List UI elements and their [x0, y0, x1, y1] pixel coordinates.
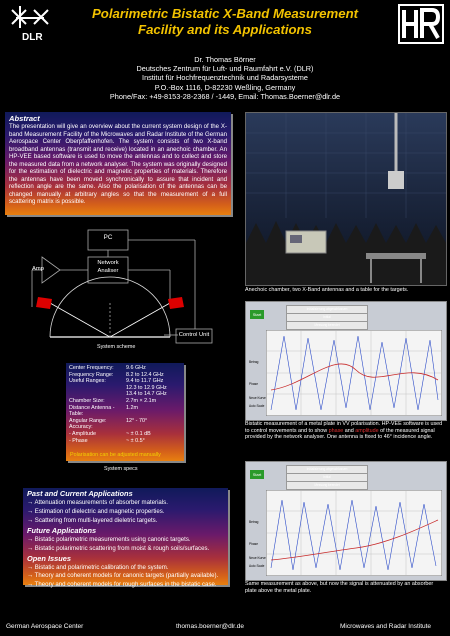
- spec-label: Chamber Size:: [69, 397, 105, 404]
- footer-left: German Aerospace Center: [6, 623, 84, 630]
- future-item-2: → Bistatic polarimetric scattering from moist & rough soils/surfaces.: [27, 544, 210, 552]
- start-button[interactable]: Start: [250, 310, 264, 319]
- spec-label: [69, 391, 126, 398]
- status-row-1: Initialisierung abgeschlossen: [286, 305, 368, 314]
- spec-label: [69, 385, 126, 392]
- spec-value: 12.3 to 12.9 GHz: [126, 384, 167, 391]
- footer-email: thomas.boerner@dlr.de: [176, 623, 245, 630]
- system-scheme-caption: System scheme: [97, 344, 136, 350]
- caption-1-part-b: of the measured signal provided by the network analyser. One antenna is fixed to 46° incidence angle.: [245, 427, 435, 441]
- open-item-3: → Theory and coherent models for rough surfaces in the bistatic case.: [27, 581, 217, 589]
- title-line-2: Facility and its Applications: [138, 22, 312, 37]
- spec-row: [69, 365, 170, 372]
- spec-value: ~ ± 0.5°: [126, 437, 145, 444]
- open-issues-heading: Open Issues: [27, 553, 71, 563]
- spec-row: [69, 385, 170, 392]
- side-label-phase: Phase: [249, 382, 259, 386]
- spec-row: [69, 418, 170, 425]
- open-item-1: → Bistatic and polarimetric calibration of the system.: [27, 563, 169, 571]
- spec-value: 13.4 to 14.7 GHz: [126, 391, 167, 398]
- spec-label: Distance Antenna - Table:: [69, 404, 115, 418]
- caption-1-amplitude: amplitude: [355, 427, 379, 434]
- abstract-panel: [5, 112, 231, 215]
- photo-caption: Anechoic chamber, two X-Band antennas and a table for the targets.: [245, 287, 409, 293]
- screenshot-2-caption: Same measurement as above, but now the signal is attenuated by an absorber plate above the metal plate.: [245, 581, 434, 594]
- status-row-1: Initialisierung abgeschlossen: [286, 465, 368, 474]
- spec-row: [69, 372, 170, 379]
- measurement-screenshot-1: [245, 301, 447, 421]
- spec-row: [69, 398, 170, 405]
- network-analyser-line-1: Network: [97, 260, 119, 266]
- measurement-plot-1: [266, 330, 442, 416]
- network-analyser-line-2: Analiser: [97, 267, 119, 274]
- side-label-betrag: Betrag: [249, 520, 259, 524]
- caption-1-part-a: Bistatic measurement of a metal plate in VV polarisation. HP-VEE software is used to control movements and to show: [245, 421, 443, 434]
- screenshot-1-caption: [245, 421, 445, 441]
- dlr-logo-text: DLR: [22, 32, 43, 43]
- status-row-3: Messung beendet: [286, 481, 368, 490]
- spec-label: Accuracy:: [69, 424, 93, 431]
- new-curve-button[interactable]: Neue Kurve: [249, 396, 266, 400]
- measurement-screenshot-2: [245, 461, 447, 581]
- applications-list: [27, 489, 227, 590]
- status-row-2: Initial: [286, 313, 368, 322]
- side-label-betrag: Betrag: [249, 360, 259, 364]
- spec-value: 8.2 to 12.4 GHz: [126, 371, 164, 378]
- new-curve-button[interactable]: Neue Kurve: [249, 556, 266, 560]
- abstract-text: The presentation will give an overview about the current system design of the X-band Measurement Facility of the Microwaves and Radar Institute of the German Aerospace Center Oberpfaffenhofen. The system consists of two X-band broadband antennas (transmit and receive) located in an anechoic chamber. An HP-VEE based software is used to move the antennas and to collect and store the measured data from a network analyser. The system was originally designed for the estimation of dielectric and magnetic properties of materials. Therefore the antennas have been moved synchronically to assure that incident and reflection angle are the same. Also the polarisation of the antennas can be changed manually at arbitrary angles so that the measurement of a full scattering matrix is possible.: [9, 123, 227, 205]
- spec-label: - Phase: [69, 437, 88, 444]
- spec-row: [69, 378, 170, 385]
- poster-title: [80, 6, 370, 38]
- spec-row: [69, 405, 170, 418]
- specs-table: [69, 365, 170, 444]
- spec-label: Useful Ranges:: [69, 378, 106, 385]
- dlr-logo: [6, 4, 56, 48]
- past-applications-heading: Past and Current Applications: [27, 489, 133, 498]
- spec-label: Angular Range:: [69, 417, 107, 424]
- spec-row: [69, 431, 170, 438]
- spec-row: [69, 424, 170, 431]
- author-block: [80, 55, 370, 101]
- future-item-1: → Bistatic polarimetric measurements using canonic targets.: [27, 535, 191, 543]
- specs-note: Polarisation can be adjusted manually: [70, 452, 161, 458]
- open-item-2: → Theory and coherent models for canonic targets (partially available).: [27, 572, 219, 580]
- spec-value: 2.7m × 2.1m: [126, 397, 157, 404]
- anechoic-chamber-photo: [245, 112, 447, 286]
- caption-1-and: and: [343, 427, 356, 434]
- institute: Institut für Hochfrequenztechnik und Radarsysteme: [142, 73, 308, 83]
- spec-value: ~ ± 0.1 dB: [126, 430, 151, 437]
- pc-label: PC: [103, 234, 113, 241]
- auto-scale-button[interactable]: Auto Scale: [249, 404, 265, 408]
- spec-label: Frequency Range:: [69, 371, 114, 378]
- future-applications-heading: Future Applications: [27, 525, 97, 535]
- author-name: Dr. Thomas Börner: [194, 55, 256, 64]
- control-unit-label: Control Unit: [178, 332, 210, 338]
- abstract-heading: Abstract: [9, 114, 40, 123]
- amp-label: Amp: [32, 266, 44, 272]
- past-item-2: → Estimation of dielectric and magnetic properties.: [27, 507, 165, 515]
- status-row-2: Initial: [286, 473, 368, 482]
- network-analyser-label: [88, 260, 128, 275]
- spec-value: [126, 424, 170, 431]
- organisation: Deutsches Zentrum für Luft- und Raumfahrt e.V. (DLR): [136, 64, 314, 74]
- spec-value: 1.2m: [126, 404, 138, 411]
- system-specs-panel: [66, 363, 184, 461]
- spec-label: - Amplitude: [69, 430, 96, 437]
- past-item-3: → Scattering from multi-layered dieletric targets.: [27, 516, 158, 524]
- spec-row: [69, 438, 170, 445]
- side-label-phase: Phase: [249, 542, 259, 546]
- system-scheme-diagram: [10, 225, 230, 353]
- title-line-1: Polarimetric Bistatic X-Band Measurement: [91, 6, 359, 21]
- past-item-1: → Attenuation measurements of absorber materials.: [27, 499, 168, 506]
- system-specs-caption: System specs: [104, 466, 138, 472]
- spec-value: 12° - 70°: [126, 417, 148, 424]
- hr-institute-logo: [398, 4, 444, 44]
- spec-value: 9.6 GHz: [126, 365, 146, 371]
- spec-label: Center Frequency:: [69, 365, 114, 371]
- footer-right: Microwaves and Radar Institute: [340, 623, 432, 630]
- address: P.O.-Box 1116, D-82230 Weßling, Germany: [154, 82, 296, 92]
- spec-value: 9.4 to 11.7 GHz: [126, 378, 164, 385]
- status-row-3: Messung beendet: [286, 321, 368, 330]
- applications-panel: [23, 488, 228, 589]
- caption-1-phase: phase: [328, 427, 344, 434]
- measurement-plot-2: [266, 490, 442, 576]
- contact: Phone/Fax: +49-8153-28-2368 / -1449, Email: Thomas.Boerner@dlr.de: [109, 91, 341, 101]
- spec-row: [69, 391, 170, 398]
- start-button[interactable]: Start: [250, 470, 264, 479]
- auto-scale-button[interactable]: Auto Scale: [249, 564, 265, 568]
